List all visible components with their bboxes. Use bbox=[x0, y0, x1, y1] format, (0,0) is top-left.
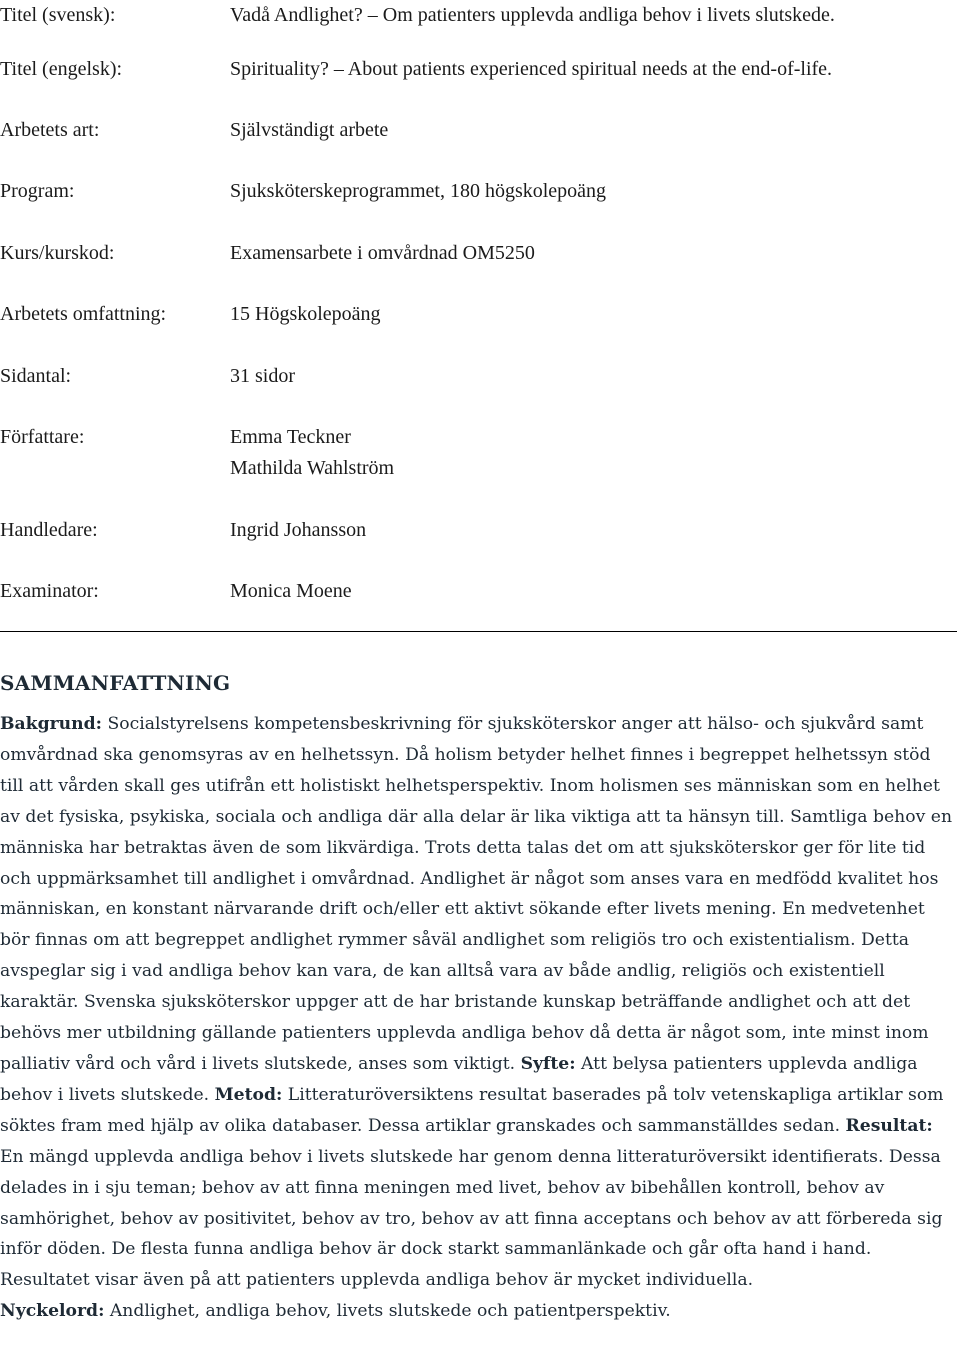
method-label: Metod: bbox=[214, 1084, 283, 1105]
background-label: Bakgrund: bbox=[0, 714, 103, 734]
meta-label: Program: bbox=[0, 180, 75, 202]
keywords-text: Andlighet, andliga behov, livets slutskede och patientperspektiv. bbox=[104, 1301, 671, 1322]
aim-label: Syfte: bbox=[520, 1053, 576, 1074]
meta-value-line: 31 sidor bbox=[230, 365, 295, 387]
meta-value bbox=[230, 0, 835, 31]
meta-label: Titel (engelsk): bbox=[0, 58, 123, 80]
meta-value-line: Mathilda Wahlström bbox=[230, 457, 395, 479]
meta-label: Sidantal: bbox=[0, 365, 72, 387]
meta-value-line: Ingrid Johansson bbox=[230, 519, 367, 541]
meta-label: Titel (svensk): bbox=[0, 4, 116, 26]
meta-label: Examinator: bbox=[0, 580, 99, 602]
meta-value bbox=[230, 361, 295, 392]
keywords-label: Nyckelord: bbox=[0, 1301, 105, 1322]
meta-value bbox=[230, 54, 832, 85]
summary-paragraph bbox=[0, 709, 956, 1327]
summary-section bbox=[0, 667, 960, 1327]
meta-label: Arbetets omfattning: bbox=[0, 303, 167, 325]
meta-value bbox=[230, 176, 606, 207]
meta-label: Författare: bbox=[0, 426, 85, 448]
meta-label: Arbetets art: bbox=[0, 119, 100, 141]
meta-value bbox=[230, 422, 394, 484]
meta-value-line: Sjuksköterskeprogrammet, 180 högskolepoäng bbox=[230, 180, 607, 202]
results-label: Resultat: bbox=[845, 1115, 933, 1136]
meta-label: Handledare: bbox=[0, 519, 98, 541]
summary-heading: SAMMANFATTNING bbox=[0, 671, 231, 695]
meta-value-line: Självständigt arbete bbox=[230, 119, 389, 141]
meta-value-line: Vadå Andlighet? – Om patienters upplevda andliga behov i livets slutskede. bbox=[230, 4, 835, 26]
meta-value-line: 15 Högskolepoäng bbox=[230, 303, 381, 325]
results-text: En mängd upplevda andliga behov i livets slutskede har genom denna litteraturöversikt identifierats. Dessa delades in i sju teman; behov av att finna meningen med livet, behov av bibehållen kontroll, behov av samhörighet, behov av positivitet, behov av tro, behov av att finna acceptans och behov av att förbereda sig inför döden. De flesta funna andliga behov är dock starkt sammanlänkade och går ofta hand i hand. Resultatet visar även på att patienters upplevda andliga behov är mycket individuella. bbox=[0, 1146, 943, 1291]
meta-value-line: Monica Moene bbox=[230, 580, 352, 602]
method-text: Litteraturöversiktens resultat baserades på tolv vetenskapliga artiklar som söktes fram med hjälp av olika databaser. Dessa artiklar granskades och sammanställdes sedan. bbox=[0, 1084, 944, 1136]
background-text: Socialstyrelsens kompetensbeskrivning för sjuksköterskor anger att hälso- och sjukvård samt omvårdnad ska genomsyras av en helhetssyn. Då holism betyder helhet finnes i begreppet helhetssyn stöd till att vården skall ges utifrån ett holistiskt helhetsperspektiv. Inom holismen ses människan som en helhet av det fysiska, psykiska, sociala och andliga där alla delar är lika viktiga att ta hänsyn till. Samtliga behov en människa har betraktas även de som likvärdiga. Trots detta talas det om att sjuksköterskor ger för lite tid och uppmärksamhet till andlighet i omvårdnad. Andlighet är något som anses vara en medfödd kvalitet hos människan, en konstant närvarande drift och/eller ett aktivt sökande efter livets mening. En medvetenhet bör finnas om att begreppet andlighet rymmer såväl andlighet som religiös tro och existentialism. Detta avspeglar sig i vad andliga behov kan vara, de kan alltså vara av både andlig, religiös och existentiell karaktär. Svenska sjuksköterskor uppger att de har bristande kunskap beträffande andlighet och att det behövs mer utbildning gällande patienters upplevda andliga behov då detta är något som, inte minst inom palliativ vård och vård i livets slutskede, anses som viktigt. bbox=[0, 714, 953, 1074]
meta-value bbox=[230, 515, 366, 546]
meta-label: Kurs/kurskod: bbox=[0, 242, 115, 264]
meta-value-line: Examensarbete i omvårdnad OM5250 bbox=[230, 242, 535, 264]
aim-text: Att belysa patienters upplevda andliga behov i livets slutskede. bbox=[0, 1053, 918, 1105]
meta-value bbox=[230, 238, 535, 269]
meta-value bbox=[230, 576, 352, 607]
meta-value-line: Spirituality? – About patients experienced spiritual needs at the end-of-life. bbox=[230, 58, 833, 80]
meta-value-line: Emma Teckner bbox=[230, 426, 351, 448]
meta-value bbox=[230, 299, 381, 330]
meta-value bbox=[230, 115, 388, 146]
section-divider bbox=[0, 631, 957, 632]
